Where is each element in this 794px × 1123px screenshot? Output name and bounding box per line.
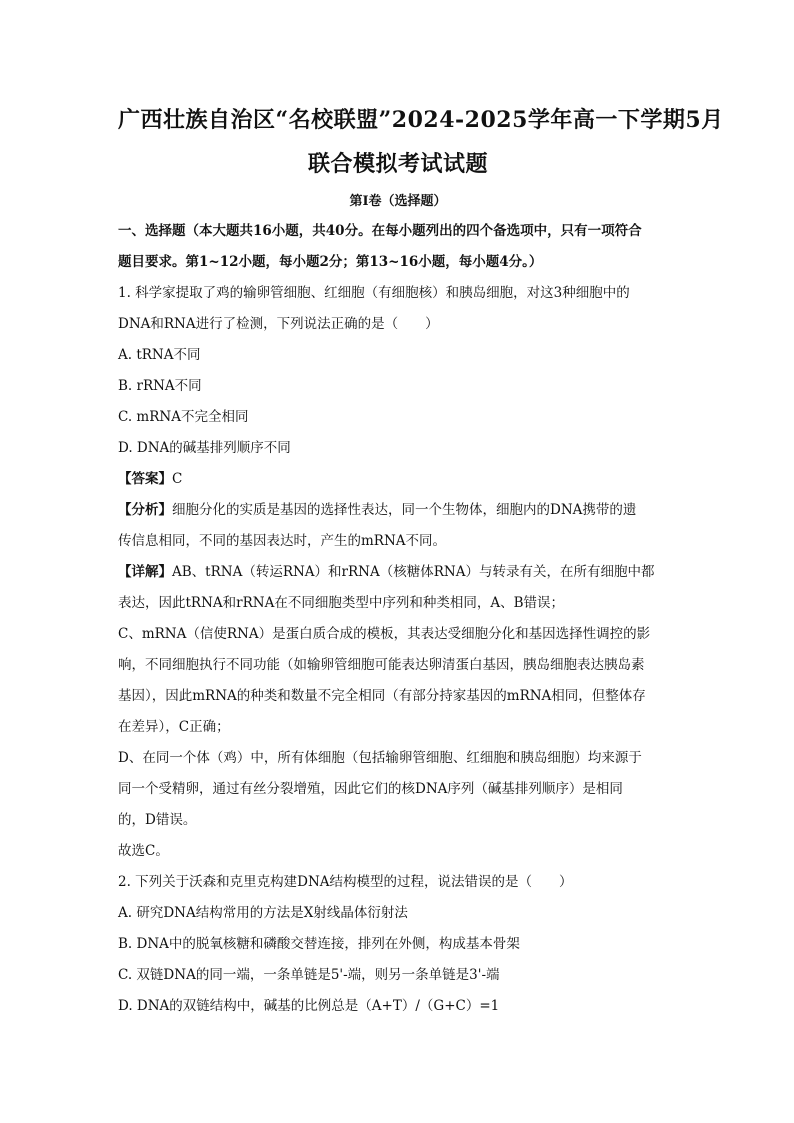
analysis-text-1: 细胞分化的实质是基因的选择性表达，同一个生物体，细胞内的DNA携带的遗 [172, 502, 637, 518]
question-1-detail-line-7: D、在同一个体（鸡）中，所有体细胞（包括输卵管细胞、红细胞和胰岛细胞）均来源于 [118, 750, 642, 766]
answer-tag: 【答案】 [118, 471, 172, 487]
question-1-analysis-line-1 [118, 495, 678, 526]
question-1-detail-line-1 [118, 557, 678, 588]
question-1-answer [118, 464, 678, 495]
document-title-line-2: 联合模拟考试试题 [307, 151, 488, 177]
question-2-stem: 2. 下列关于沃森和克里克构建DNA结构模型的过程，说法错误的是（ ） [118, 874, 573, 890]
question-1-option-d: D. DNA的碱基排列顺序不同 [118, 440, 291, 456]
question-2 [118, 867, 678, 1022]
paper-section-subtitle: 第Ⅰ卷（选择题） [349, 194, 447, 209]
question-1 [118, 278, 678, 867]
section-heading-line-1: 一、选择题（本大题共16小题，共40分。在每小题列出的四个备选项中，只有一项符合 [118, 223, 642, 239]
detail-text-1: AB、tRNA（转运RNA）和rRNA（核糖体RNA）与转录有关，在所有细胞中都 [172, 564, 655, 580]
question-1-option-c: C. mRNA不完全相同 [118, 409, 249, 425]
document-title-line-1: 广西壮族自治区“名校联盟”2024-2025学年高一下学期5月 [118, 107, 724, 133]
question-1-detail-line-9: 的，D错误。 [118, 812, 197, 828]
question-2-option-d: D. DNA的双链结构中，碱基的比例总是（A+T）/（G+C）=1 [118, 998, 500, 1014]
question-1-detail-line-2: 表达，因此tRNA和rRNA在不同细胞类型中序列和种类相同，A、B错误； [118, 595, 565, 611]
question-1-detail-line-5: 基因），因此mRNA的种类和数量不完全相同（有部分持家基因的mRNA相同，但整体存 [118, 688, 646, 704]
question-1-stem-line-2: DNA和RNA进行了检测，下列说法正确的是（ ） [118, 316, 439, 332]
question-1-detail-line-6: 在差异），C正确； [118, 719, 230, 735]
answer-value: C [172, 471, 183, 487]
question-1-detail-line-8: 同一个受精卵，通过有丝分裂增殖，因此它们的核DNA序列（碱基排列顺序）是相同 [118, 781, 623, 797]
question-1-analysis-line-2: 传信息相同，不同的基因表达时，产生的mRNA不同。 [118, 533, 447, 549]
question-1-detail-line-3: C、mRNA（信使RNA）是蛋白质合成的模板，其表达受细胞分化和基因选择性调控的影 [118, 626, 651, 642]
question-1-stem-line-1: 1. 科学家提取了鸡的输卵管细胞、红细胞（有细胞核）和胰岛细胞，对这3种细胞中的 [118, 285, 630, 301]
question-2-option-b: B. DNA中的脱氧核糖和磷酸交替连接，排列在外侧，构成基本骨架 [118, 936, 520, 952]
detail-tag: 【详解】 [118, 564, 172, 580]
document-page [118, 98, 724, 1022]
question-2-option-c: C. 双链DNA的同一端，一条单链是5'-端，则另一条单链是3'-端 [118, 967, 500, 983]
question-1-conclusion: 故选C。 [118, 843, 169, 859]
question-2-option-a: A. 研究DNA结构常用的方法是X射线晶体衍射法 [118, 905, 408, 921]
question-1-detail-line-4: 响，不同细胞执行不同功能（如输卵管细胞可能表达卵清蛋白基因，胰岛细胞表达胰岛素 [118, 657, 645, 673]
analysis-tag: 【分析】 [118, 502, 172, 518]
question-1-option-a: A. tRNA不同 [118, 347, 201, 363]
question-1-option-b: B. rRNA不同 [118, 378, 202, 394]
section-heading-line-2: 题目要求。第1~12小题，每小题2分；第13~16小题，每小题4分。） [118, 254, 543, 270]
